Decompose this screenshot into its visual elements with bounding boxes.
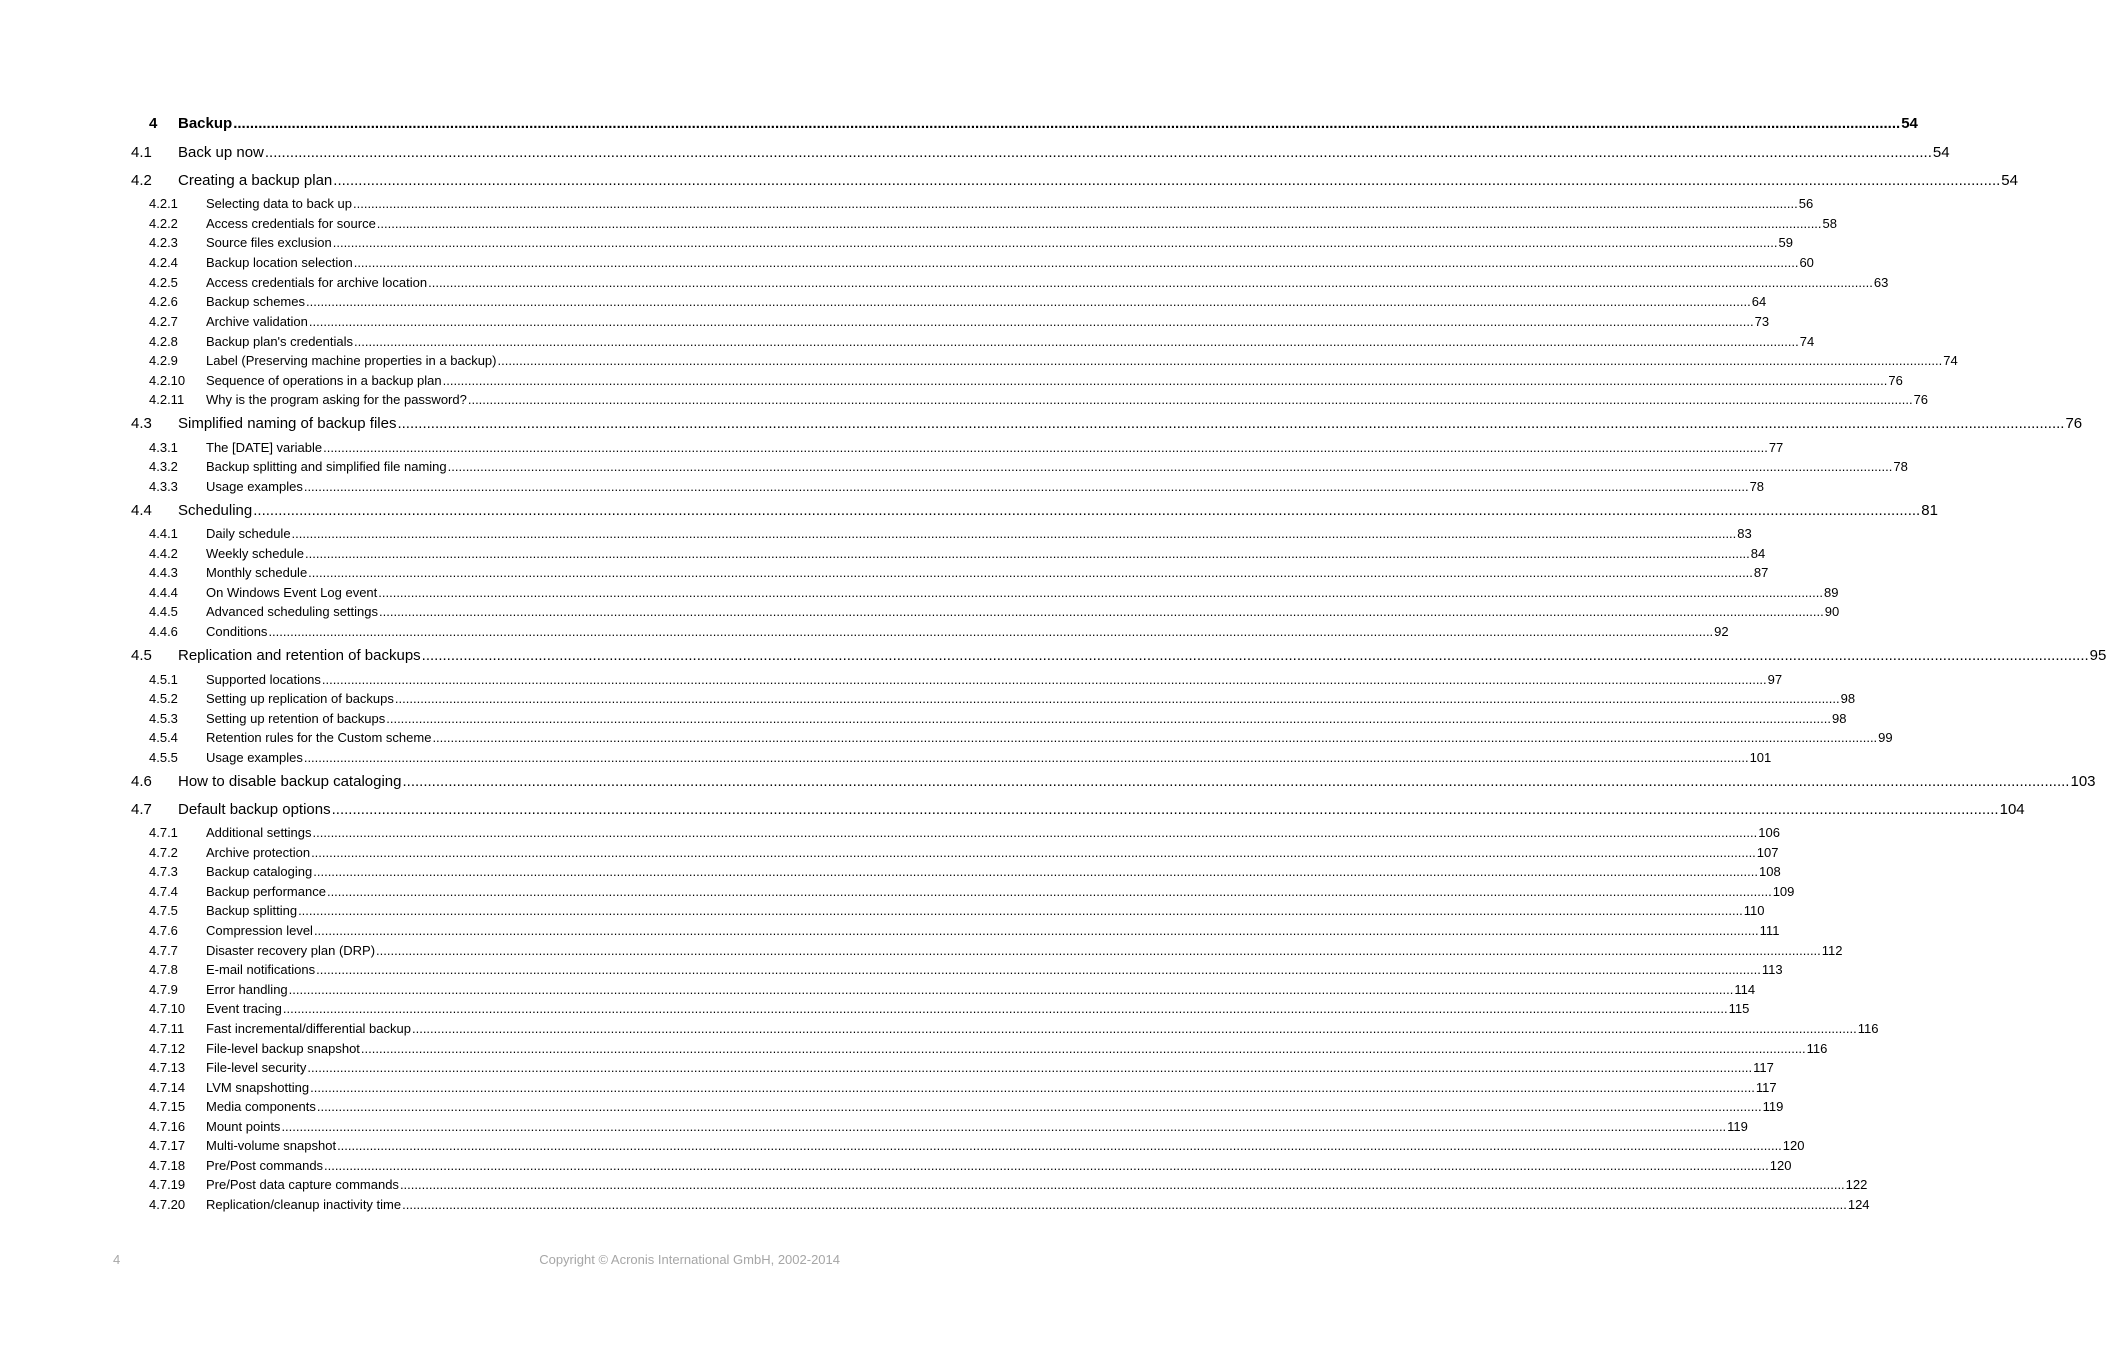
toc-entry-title: Back up now — [178, 144, 264, 161]
toc-entry-number: 4.5.2 — [149, 691, 178, 706]
toc-entry[interactable] — [149, 1060, 1774, 1078]
toc-dot-leader: ................................................................................................................................................................................................................................................................................................................................................................................................................ — [376, 216, 1822, 231]
toc-entry-title: Backup plan's credentials — [206, 334, 354, 349]
toc-entry-number: 4.2.3 — [149, 235, 178, 250]
toc-entry-title: Archive protection — [206, 845, 311, 860]
toc-entry-page: 87 — [1753, 565, 1769, 580]
toc-entry-page: 60 — [1799, 255, 1814, 270]
toc-entry[interactable] — [149, 1041, 1828, 1059]
toc-entry[interactable] — [149, 1021, 1879, 1039]
toc-entry-page: 74 — [1799, 334, 1815, 349]
toc-entry-number: 4.4.1 — [149, 526, 178, 541]
toc-entry[interactable] — [149, 334, 1815, 352]
toc-entry[interactable] — [149, 711, 1847, 729]
toc-entry-title: Simplified naming of backup files — [178, 415, 397, 432]
toc-entry-title: On Windows Event Log event — [206, 585, 378, 600]
toc-entry[interactable] — [149, 459, 1908, 477]
toc-entry-title: Scheduling — [178, 502, 253, 519]
toc-entry-number: 4.7.17 — [149, 1138, 186, 1153]
toc-entry[interactable] — [149, 923, 1780, 941]
toc-entry[interactable] — [131, 801, 2025, 821]
toc-entry-title: How to disable backup cataloging — [178, 773, 402, 790]
toc-entry[interactable] — [131, 773, 2096, 793]
toc-entry-number: 4.7.20 — [149, 1197, 186, 1212]
toc-entry-number: 4.7.1 — [149, 825, 178, 840]
toc-entry-number: 4.7.14 — [149, 1080, 186, 1095]
toc-entry-number: 4.5.4 — [149, 730, 178, 745]
toc-dot-leader: ................................................................................................................................................................................................................................................................................................................................................................................................................ — [497, 353, 1943, 368]
toc-entry-page: 99 — [1878, 730, 1893, 745]
toc-dot-leader: ................................................................................................................................................................................................................................................................................................................................................................................................................ — [307, 1060, 1753, 1075]
toc-dot-leader: ................................................................................................................................................................................................................................................................................................................................................................................................................ — [316, 962, 1761, 977]
toc-entry-page: 83 — [1737, 526, 1752, 541]
toc-entry[interactable] — [131, 172, 2018, 192]
toc-dot-leader: ................................................................................................................................................................................................................................................................................................................................................................................................................ — [264, 144, 1932, 161]
toc-entry-page: 111 — [1759, 923, 1780, 938]
toc-entry-page: 56 — [1798, 196, 1814, 211]
toc-entry-number: 4.7.12 — [149, 1041, 186, 1056]
toc-entry-number: 4 — [149, 115, 158, 132]
toc-entry[interactable] — [149, 196, 1814, 214]
toc-entry-number: 4.7.4 — [149, 884, 178, 899]
toc-entry-number: 4.3.2 — [149, 459, 178, 474]
toc-dot-leader: ................................................................................................................................................................................................................................................................................................................................................................................................................ — [268, 624, 1714, 639]
toc-entry-number: 4.1 — [131, 144, 152, 161]
toc-entry-page: 54 — [1901, 115, 1918, 132]
toc-entry-page: 120 — [1769, 1158, 1792, 1173]
toc-dot-leader: ................................................................................................................................................................................................................................................................................................................................................................................................................ — [467, 392, 1913, 407]
toc-entry-page: 104 — [1999, 801, 2025, 818]
toc-entry-number: 4.2.10 — [149, 373, 186, 388]
toc-dot-leader: ................................................................................................................................................................................................................................................................................................................................................................................................................ — [379, 604, 1824, 619]
toc-entry[interactable] — [149, 275, 1889, 293]
toc-entry[interactable] — [149, 440, 1784, 458]
toc-entry[interactable] — [149, 864, 1781, 882]
toc-entry-page: 54 — [1932, 144, 1950, 161]
toc-entry[interactable] — [149, 373, 1903, 391]
toc-dot-leader: ................................................................................................................................................................................................................................................................................................................................................................................................................ — [353, 255, 1799, 270]
toc-entry-number: 4.7.18 — [149, 1158, 186, 1173]
toc-entry-title: Additional settings — [206, 825, 312, 840]
toc-entry-number: 4.5.1 — [149, 672, 178, 687]
toc-dot-leader: ................................................................................................................................................................................................................................................................................................................................................................................................................ — [402, 1197, 1847, 1212]
toc-entry-number: 4.7.8 — [149, 962, 178, 977]
toc-entry-number: 4.2.4 — [149, 255, 178, 270]
toc-entry[interactable] — [149, 691, 1856, 709]
toc-dot-leader: ................................................................................................................................................................................................................................................................................................................................................................................................................ — [316, 1099, 1762, 1114]
toc-dot-leader: ................................................................................................................................................................................................................................................................................................................................................................................................................ — [376, 943, 1821, 958]
toc-entry[interactable] — [149, 884, 1795, 902]
toc-entry-title: Setting up replication of backups — [206, 691, 394, 706]
toc-dot-leader: ................................................................................................................................................................................................................................................................................................................................................................................................................ — [308, 314, 1754, 329]
toc-entry-number: 4.2.8 — [149, 334, 178, 349]
toc-entry-title: Compression level — [206, 923, 313, 938]
toc-dot-leader: ................................................................................................................................................................................................................................................................................................................................................................................................................ — [313, 864, 1758, 879]
toc-entry-number: 4.7.10 — [149, 1001, 186, 1016]
toc-entry-page: 76 — [1888, 373, 1903, 388]
toc-entry[interactable] — [149, 825, 1780, 843]
toc-entry-number: 4.4.5 — [149, 604, 178, 619]
toc-entry[interactable] — [149, 1177, 1868, 1195]
toc-dot-leader: ................................................................................................................................................................................................................................................................................................................................................................................................................ — [306, 294, 1751, 309]
toc-entry-page: 106 — [1758, 825, 1780, 840]
toc-dot-leader: ................................................................................................................................................................................................................................................................................................................................................................................................................ — [354, 334, 1799, 349]
toc-entry-page: 114 — [1734, 982, 1756, 997]
toc-entry-title: LVM snapshotting — [206, 1080, 310, 1095]
toc-entry-number: 4.7.6 — [149, 923, 178, 938]
toc-dot-leader: ................................................................................................................................................................................................................................................................................................................................................................................................................ — [326, 884, 1772, 899]
toc-dot-leader: ................................................................................................................................................................................................................................................................................................................................................................................................................ — [321, 672, 1767, 687]
toc-dot-leader: ................................................................................................................................................................................................................................................................................................................................................................................................................ — [323, 440, 1768, 455]
toc-entry-number: 4.7 — [131, 801, 152, 818]
toc-entry-title: Error handling — [206, 982, 288, 997]
toc-entry[interactable] — [149, 672, 1783, 690]
toc-entry-title: Daily schedule — [206, 526, 291, 541]
toc-entry-title: Setting up retention of backups — [206, 711, 386, 726]
toc-entry-number: 4.6 — [131, 773, 152, 790]
toc-entry-title: Conditions — [206, 624, 268, 639]
toc-dot-leader: ................................................................................................................................................................................................................................................................................................................................................................................................................ — [421, 647, 2089, 664]
toc-entry-title: Media components — [206, 1099, 316, 1114]
toc-entry-number: 4.2.11 — [149, 392, 185, 407]
toc-entry[interactable] — [149, 479, 1765, 497]
toc-entry-page: 119 — [1727, 1119, 1748, 1134]
toc-entry-title: Mount points — [206, 1119, 281, 1134]
toc-entry-page: 113 — [1761, 962, 1783, 977]
toc-entry-number: 4.2.9 — [149, 353, 178, 368]
toc-entry-page: 54 — [2001, 172, 2018, 189]
toc-entry[interactable] — [131, 647, 2106, 667]
toc-entry-title: Retention rules for the Custom scheme — [206, 730, 432, 745]
toc-entry[interactable] — [149, 1138, 1805, 1156]
toc-entry-page: 101 — [1749, 750, 1772, 765]
toc-dot-leader: ................................................................................................................................................................................................................................................................................................................................................................................................................ — [233, 115, 1901, 132]
toc-dot-leader: ................................................................................................................................................................................................................................................................................................................................................................................................................ — [282, 1001, 1728, 1016]
toc-dot-leader: ................................................................................................................................................................................................................................................................................................................................................................................................................ — [386, 711, 1831, 726]
toc-entry-title: Weekly schedule — [206, 546, 305, 561]
toc-entry-number: 4.7.16 — [149, 1119, 186, 1134]
toc-entry[interactable] — [149, 962, 1783, 980]
toc-entry[interactable] — [149, 845, 1779, 863]
toc-entry-title: Backup performance — [206, 884, 326, 899]
toc-entry-title: Backup schemes — [206, 294, 305, 309]
toc-entry-title: Backup splitting — [206, 903, 298, 918]
toc-entry-page: 107 — [1756, 845, 1779, 860]
toc-entry-title: Access credentials for archive location — [206, 275, 428, 290]
toc-entry-page: 77 — [1768, 440, 1784, 455]
toc-entry-number: 4.7.9 — [149, 982, 178, 997]
toc-entry-number: 4.2 — [131, 172, 152, 189]
toc-entry-title: Backup location selection — [206, 255, 353, 270]
toc-entry[interactable] — [149, 1099, 1784, 1117]
toc-dot-leader: ................................................................................................................................................................................................................................................................................................................................................................................................................ — [428, 275, 1873, 290]
toc-entry-title: Multi-volume snapshot — [206, 1138, 337, 1153]
toc-entry-number: 4.2.5 — [149, 275, 178, 290]
toc-entry-title: Backup splitting and simplified file naming — [206, 459, 447, 474]
toc-entry[interactable] — [149, 546, 1766, 564]
toc-entry-number: 4.4.4 — [149, 585, 178, 600]
toc-dot-leader: ................................................................................................................................................................................................................................................................................................................................................................................................................ — [312, 825, 1758, 840]
toc-dot-leader: ................................................................................................................................................................................................................................................................................................................................................................................................................ — [303, 479, 1749, 494]
toc-entry-number: 4.7.3 — [149, 864, 178, 879]
toc-entry-number: 4.7.2 — [149, 845, 178, 860]
toc-entry[interactable] — [149, 1119, 1748, 1137]
toc-entry-title: Source files exclusion — [206, 235, 332, 250]
toc-entry-number: 4.2.6 — [149, 294, 178, 309]
toc-dot-leader: ................................................................................................................................................................................................................................................................................................................................................................................................................ — [281, 1119, 1727, 1134]
toc-entry-page: 73 — [1754, 314, 1770, 329]
toc-entry[interactable] — [149, 903, 1765, 921]
toc-entry[interactable] — [149, 730, 1893, 748]
toc-entry-title: The [DATE] variable — [206, 440, 323, 455]
toc-dot-leader: ................................................................................................................................................................................................................................................................................................................................................................................................................ — [324, 1158, 1769, 1173]
toc-dot-leader: ................................................................................................................................................................................................................................................................................................................................................................................................................ — [402, 773, 2070, 790]
toc-dot-leader: ................................................................................................................................................................................................................................................................................................................................................................................................................ — [442, 373, 1888, 388]
toc-entry-title: Usage examples — [206, 750, 303, 765]
toc-dot-leader: ................................................................................................................................................................................................................................................................................................................................................................................................................ — [298, 903, 1743, 918]
toc-entry-page: 81 — [1921, 502, 1938, 519]
toc-entry[interactable] — [149, 255, 1814, 273]
toc-dot-leader: ................................................................................................................................................................................................................................................................................................................................................................................................................ — [397, 415, 2065, 432]
toc-entry[interactable] — [149, 943, 1843, 961]
toc-dot-leader: ................................................................................................................................................................................................................................................................................................................................................................................................................ — [360, 1041, 1806, 1056]
toc-dot-leader: ................................................................................................................................................................................................................................................................................................................................................................................................................ — [305, 546, 1750, 561]
toc-entry-title: Replication and retention of backups — [178, 647, 421, 664]
toc-dot-leader: ................................................................................................................................................................................................................................................................................................................................................................................................................ — [411, 1021, 1857, 1036]
toc-entry[interactable] — [149, 216, 1837, 234]
toc-dot-leader: ................................................................................................................................................................................................................................................................................................................................................................................................................ — [333, 172, 2001, 189]
toc-dot-leader: ................................................................................................................................................................................................................................................................................................................................................................................................................ — [447, 459, 1893, 474]
toc-entry-page: 122 — [1845, 1177, 1868, 1192]
toc-entry-page: 84 — [1750, 546, 1766, 561]
toc-entry[interactable] — [149, 750, 1772, 768]
toc-entry[interactable] — [149, 1158, 1792, 1176]
toc-entry-title: Sequence of operations in a backup plan — [206, 373, 442, 388]
toc-entry-title: Archive validation — [206, 314, 308, 329]
toc-entry-title: Access credentials for source — [206, 216, 376, 231]
toc-entry[interactable] — [149, 624, 1729, 642]
toc-entry-page: 117 — [1755, 1080, 1777, 1095]
toc-dot-leader: ................................................................................................................................................................................................................................................................................................................................................................................................................ — [308, 565, 1753, 580]
toc-dot-leader: ................................................................................................................................................................................................................................................................................................................................................................................................................ — [303, 750, 1749, 765]
toc-entry-number: 4.7.15 — [149, 1099, 186, 1114]
toc-entry-title: E-mail notifications — [206, 962, 316, 977]
footer-copyright: Copyright © Acronis International GmbH, 2002-2014 — [539, 1252, 840, 1267]
toc-entry[interactable] — [131, 502, 1938, 522]
toc-entry-number: 4.4.2 — [149, 546, 178, 561]
toc-entry[interactable] — [149, 604, 1840, 622]
toc-dot-leader: ................................................................................................................................................................................................................................................................................................................................................................................................................ — [378, 585, 1823, 600]
toc-entry-page: 76 — [1913, 392, 1929, 407]
toc-entry-title: Backup cataloging — [206, 864, 313, 879]
toc-entry-title: Why is the program asking for the password? — [206, 392, 467, 407]
toc-entry-page: 115 — [1728, 1001, 1750, 1016]
toc-entry-number: 4.7.7 — [149, 943, 178, 958]
toc-dot-leader: ................................................................................................................................................................................................................................................................................................................................................................................................................ — [331, 801, 1999, 818]
toc-dot-leader: ................................................................................................................................................................................................................................................................................................................................................................................................................ — [399, 1177, 1845, 1192]
toc-entry-page: 117 — [1753, 1060, 1774, 1075]
toc-entry[interactable] — [131, 144, 1950, 164]
toc-entry-page: 58 — [1822, 216, 1837, 231]
toc-entry-page: 109 — [1772, 884, 1795, 899]
toc-entry-page: 120 — [1782, 1138, 1805, 1153]
toc-entry-title: Default backup options — [178, 801, 331, 818]
toc-entry-page: 116 — [1857, 1021, 1879, 1036]
toc-entry-number: 4.7.5 — [149, 903, 178, 918]
toc-entry-page: 89 — [1824, 585, 1839, 600]
toc-entry[interactable] — [149, 1001, 1750, 1019]
toc-entry-title: File-level security — [206, 1060, 307, 1075]
toc-entry[interactable] — [149, 294, 1767, 312]
toc-entry-page: 97 — [1767, 672, 1783, 687]
toc-entry-title: Supported locations — [206, 672, 321, 687]
toc-entry-number: 4.5.5 — [149, 750, 178, 765]
toc-dot-leader: ................................................................................................................................................................................................................................................................................................................................................................................................................ — [394, 691, 1840, 706]
toc-entry-page: 78 — [1749, 479, 1765, 494]
toc-dot-leader: ................................................................................................................................................................................................................................................................................................................................................................................................................ — [253, 502, 1921, 519]
toc-entry-page: 64 — [1751, 294, 1767, 309]
toc-dot-leader: ................................................................................................................................................................................................................................................................................................................................................................................................................ — [313, 923, 1759, 938]
toc-entry-title: Monthly schedule — [206, 565, 308, 580]
toc-dot-leader: ................................................................................................................................................................................................................................................................................................................................................................................................................ — [353, 196, 1798, 211]
toc-entry[interactable] — [149, 314, 1770, 332]
toc-entry-number: 4.4.6 — [149, 624, 178, 639]
toc-entry[interactable] — [149, 392, 1929, 410]
toc-entry-number: 4.2.1 — [149, 196, 178, 211]
toc-entry-page: 78 — [1893, 459, 1908, 474]
toc-dot-leader: ................................................................................................................................................................................................................................................................................................................................................................................................................ — [291, 526, 1737, 541]
toc-entry-title: Backup — [178, 115, 233, 132]
toc-entry-page: 74 — [1943, 353, 1958, 368]
toc-entry-number: 4.7.11 — [149, 1021, 185, 1036]
toc-entry-page: 116 — [1806, 1041, 1828, 1056]
toc-entry-number: 4.5.3 — [149, 711, 178, 726]
toc-entry-number: 4.7.19 — [149, 1177, 186, 1192]
toc-entry-number: 4.3.1 — [149, 440, 178, 455]
toc-entry-page: 110 — [1743, 903, 1765, 918]
toc-entry-title: Disaster recovery plan (DRP) — [206, 943, 376, 958]
toc-entry-page: 59 — [1778, 235, 1793, 250]
toc-entry-number: 4.7.13 — [149, 1060, 186, 1075]
toc-entry[interactable] — [149, 115, 1918, 135]
toc-entry-number: 4.3.3 — [149, 479, 178, 494]
toc-entry-title: Replication/cleanup inactivity time — [206, 1197, 402, 1212]
toc-entry-title: Pre/Post data capture commands — [206, 1177, 399, 1192]
footer-page-number: 4 — [113, 1252, 121, 1267]
toc-entry-page: 95 — [2089, 647, 2106, 664]
toc-entry-page: 112 — [1821, 943, 1843, 958]
toc-entry-title: Fast incremental/differential backup — [206, 1021, 411, 1036]
toc-dot-leader: ................................................................................................................................................................................................................................................................................................................................................................................................................ — [432, 730, 1878, 745]
toc-entry-page: 103 — [2070, 773, 2096, 790]
toc-entry-title: Advanced scheduling settings — [206, 604, 379, 619]
toc-entry[interactable] — [149, 565, 1769, 583]
toc-entry-title: File-level backup snapshot — [206, 1041, 360, 1056]
toc-entry-number: 4.4.3 — [149, 565, 178, 580]
toc-entry[interactable] — [149, 353, 1958, 371]
toc-entry-page: 98 — [1840, 691, 1856, 706]
toc-entry-number: 4.3 — [131, 415, 152, 432]
toc-entry-title: Usage examples — [206, 479, 303, 494]
toc-entry-number: 4.4 — [131, 502, 152, 519]
toc-entry-page: 90 — [1824, 604, 1840, 619]
toc-entry-page: 63 — [1873, 275, 1889, 290]
toc-entry[interactable] — [149, 526, 1752, 544]
toc-entry-page: 119 — [1762, 1099, 1784, 1114]
toc-entry-number: 4.5 — [131, 647, 152, 664]
toc-entry[interactable] — [149, 235, 1793, 253]
toc-entry-title: Pre/Post commands — [206, 1158, 324, 1173]
toc-dot-leader: ................................................................................................................................................................................................................................................................................................................................................................................................................ — [332, 235, 1778, 250]
toc-entry-page: 98 — [1831, 711, 1847, 726]
toc-dot-leader: ................................................................................................................................................................................................................................................................................................................................................................................................................ — [311, 845, 1756, 860]
toc-entry[interactable] — [149, 1197, 1870, 1215]
toc-entry[interactable] — [149, 1080, 1777, 1098]
toc-entry-title: Label (Preserving machine properties in a backup) — [206, 353, 497, 368]
toc-dot-leader: ................................................................................................................................................................................................................................................................................................................................................................................................................ — [337, 1138, 1782, 1153]
toc-entry-number: 4.2.2 — [149, 216, 178, 231]
toc-entry[interactable] — [149, 585, 1839, 603]
toc-entry-title: Selecting data to back up — [206, 196, 352, 211]
toc-entry-page: 92 — [1714, 624, 1729, 639]
toc-entry-page: 76 — [2065, 415, 2083, 432]
toc-dot-leader: ................................................................................................................................................................................................................................................................................................................................................................................................................ — [310, 1080, 1755, 1095]
toc-entry-title: Creating a backup plan — [178, 172, 333, 189]
toc-entry-number: 4.2.7 — [149, 314, 178, 329]
toc-entry[interactable] — [131, 415, 2083, 435]
toc-dot-leader: ................................................................................................................................................................................................................................................................................................................................................................................................................ — [288, 982, 1734, 997]
toc-entry-title: Event tracing — [206, 1001, 282, 1016]
toc-entry[interactable] — [149, 982, 1756, 1000]
toc-entry-page: 124 — [1847, 1197, 1870, 1212]
toc-entry-page: 108 — [1758, 864, 1781, 879]
